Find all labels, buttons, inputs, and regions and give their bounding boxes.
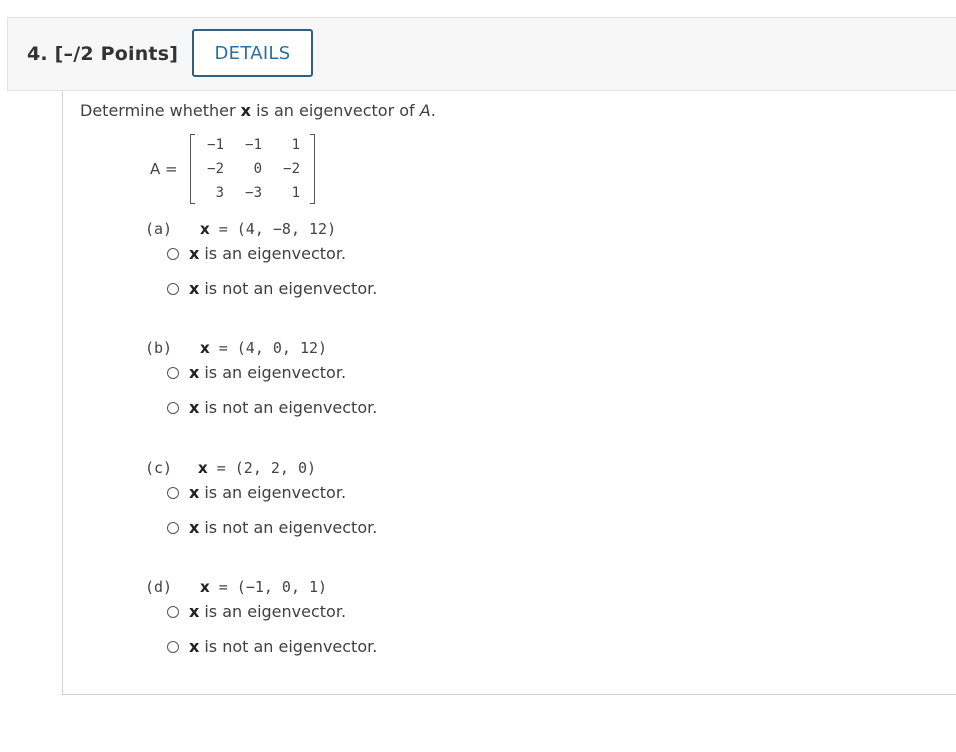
radio-icon[interactable]	[167, 487, 179, 499]
part-b-label: (b)	[145, 339, 173, 357]
part-d-label: (d)	[145, 578, 173, 596]
matrix-cell-r3-c1: 3	[215, 185, 224, 201]
matrix-a	[190, 134, 320, 204]
prompt-var-x: x	[240, 101, 251, 120]
matrix-right-bracket	[310, 134, 315, 204]
part-d-option-not-eigenvector[interactable]	[167, 637, 377, 656]
matrix-cell-r2-c3: −2	[283, 161, 300, 177]
matrix-cell-r1-c3: 1	[291, 137, 300, 153]
question-header	[7, 17, 956, 91]
option-text: is not an eigenvector.	[204, 398, 378, 417]
radio-icon[interactable]	[167, 606, 179, 618]
matrix-cell-r3-c3: 1	[291, 185, 300, 201]
details-button[interactable]: DETAILS	[192, 29, 313, 77]
radio-icon[interactable]	[167, 402, 179, 414]
option-text: is not an eigenvector.	[204, 637, 378, 656]
part-a-option-is-eigenvector[interactable]	[167, 244, 346, 263]
part-c-vector-var: x	[198, 459, 208, 477]
part-c-vector-value: = (2, 2, 0)	[216, 459, 317, 477]
option-text: is not an eigenvector.	[204, 518, 378, 537]
part-a-vector-value: = (4, −8, 12)	[218, 220, 337, 238]
matrix-label: A =	[150, 160, 178, 178]
option-var: x	[189, 637, 200, 656]
prompt-matrix-name: A	[419, 101, 431, 120]
option-var: x	[189, 483, 200, 502]
matrix-cell-r3-c2: −3	[245, 185, 262, 201]
part-c-label: (c)	[145, 459, 173, 477]
matrix-cell-r2-c2: 0	[253, 161, 262, 177]
prompt-text-end: .	[430, 101, 436, 120]
part-c-vector	[198, 459, 316, 477]
part-d-vector-value: = (−1, 0, 1)	[218, 578, 328, 596]
radio-icon[interactable]	[167, 641, 179, 653]
part-d-vector-var: x	[200, 578, 210, 596]
question-prompt	[80, 101, 436, 120]
part-a-vector	[200, 220, 336, 238]
part-c-option-is-eigenvector[interactable]	[167, 483, 346, 502]
radio-icon[interactable]	[167, 283, 179, 295]
option-text: is an eigenvector.	[204, 244, 347, 263]
option-var: x	[189, 244, 200, 263]
option-text: is an eigenvector.	[204, 363, 347, 382]
part-b-vector	[200, 339, 327, 357]
radio-icon[interactable]	[167, 248, 179, 260]
option-text: is an eigenvector.	[204, 483, 347, 502]
part-b-vector-value: = (4, 0, 12)	[218, 339, 328, 357]
part-a-label: (a)	[145, 220, 173, 238]
option-var: x	[189, 398, 200, 417]
matrix-cell-r1-c1: −1	[207, 137, 224, 153]
question-title: 4. [–/2 Points]	[27, 43, 179, 65]
part-d-vector	[200, 578, 327, 596]
matrix-cell-r1-c2: −1	[245, 137, 262, 153]
part-b-option-not-eigenvector[interactable]	[167, 398, 377, 417]
option-var: x	[189, 279, 200, 298]
prompt-text-before: Determine whether	[80, 101, 241, 120]
option-var: x	[189, 518, 200, 537]
part-d-option-is-eigenvector[interactable]	[167, 602, 346, 621]
option-text: is an eigenvector.	[204, 602, 347, 621]
prompt-text-middle: is an eigenvector of	[251, 101, 420, 120]
part-b-option-is-eigenvector[interactable]	[167, 363, 346, 382]
option-text: is not an eigenvector.	[204, 279, 378, 298]
option-var: x	[189, 602, 200, 621]
option-var: x	[189, 363, 200, 382]
part-a-option-not-eigenvector[interactable]	[167, 279, 377, 298]
radio-icon[interactable]	[167, 367, 179, 379]
matrix-cell-r2-c1: −2	[207, 161, 224, 177]
part-b-vector-var: x	[200, 339, 210, 357]
part-a-vector-var: x	[200, 220, 210, 238]
part-c-option-not-eigenvector[interactable]	[167, 518, 377, 537]
radio-icon[interactable]	[167, 522, 179, 534]
